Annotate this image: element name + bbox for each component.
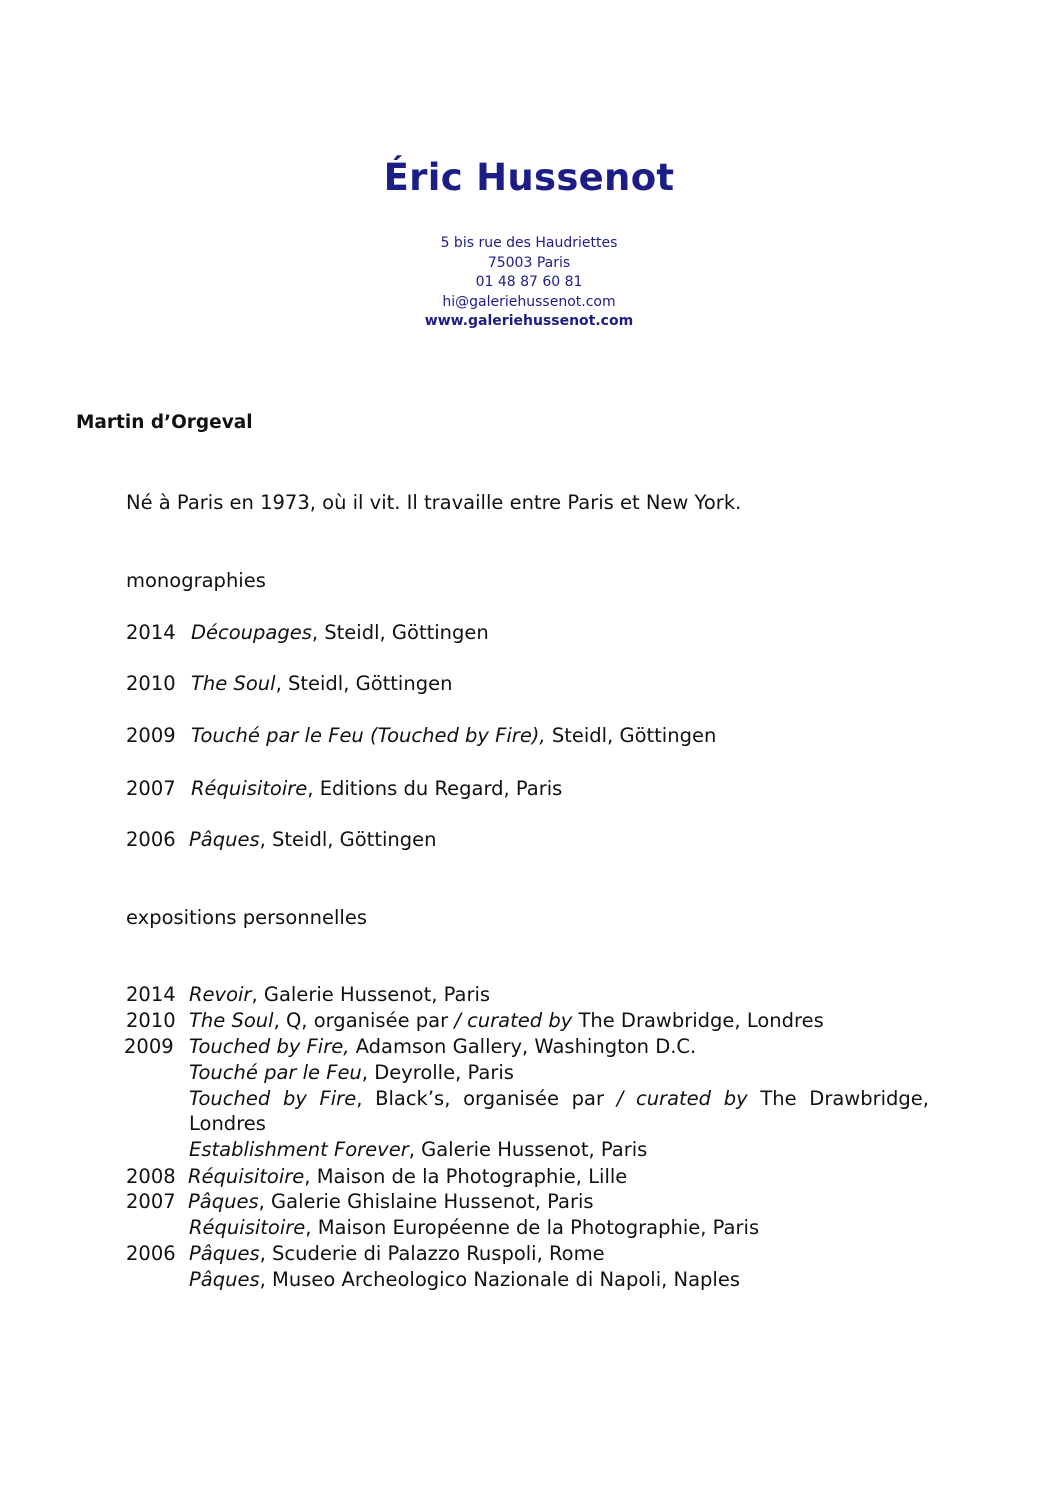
expo-title: Touched by Fire bbox=[189, 1087, 357, 1110]
expo-venue: , Maison Européenne de la Photographie, Paris bbox=[305, 1216, 760, 1239]
expo-title: Touched by Fire, bbox=[189, 1035, 350, 1058]
mono-publisher: Steidl, Göttingen bbox=[545, 724, 717, 747]
mono-entry bbox=[189, 828, 436, 852]
expo-venue: Adamson Gallery, Washington D.C. bbox=[349, 1035, 697, 1058]
mono-title: Pâques bbox=[189, 828, 260, 851]
address-street: 5 bis rue des Haudriettes bbox=[440, 235, 618, 251]
expo-entry bbox=[189, 1061, 514, 1085]
expo-entry bbox=[188, 1190, 594, 1214]
expo-year: 2008 bbox=[126, 1165, 176, 1188]
mono-publisher: , Steidl, Göttingen bbox=[259, 828, 437, 851]
expo-entry bbox=[189, 1268, 740, 1292]
expo-curated-by: / curated by bbox=[616, 1087, 748, 1110]
expo-venue: , Galerie Hussenot, Paris bbox=[408, 1138, 648, 1161]
expo-venue: , Galerie Ghislaine Hussenot, Paris bbox=[258, 1190, 594, 1213]
expo-year: 2010 bbox=[126, 1009, 176, 1032]
mono-year: 2007 bbox=[126, 777, 176, 800]
section-heading-expositions: expositions personnelles bbox=[126, 906, 367, 929]
expo-entry-continuation: Londres bbox=[189, 1112, 266, 1135]
section-heading-monographies: monographies bbox=[126, 569, 266, 592]
expo-venue: , Scuderie di Palazzo Ruspoli, Rome bbox=[259, 1242, 605, 1265]
expo-venue: , Q, organisée par bbox=[273, 1009, 455, 1032]
expo-year: 2006 bbox=[126, 1242, 176, 1265]
expo-year: 2009 bbox=[124, 1035, 174, 1058]
expo-year: 2007 bbox=[126, 1190, 176, 1213]
mono-year: 2010 bbox=[126, 672, 176, 695]
expo-entry bbox=[189, 1087, 929, 1111]
gallery-name: Éric Hussenot bbox=[383, 156, 675, 199]
mono-publisher: , Editions du Regard, Paris bbox=[307, 777, 563, 800]
mono-publisher: , Steidl, Göttingen bbox=[311, 621, 489, 644]
mono-year: 2014 bbox=[126, 621, 176, 644]
mono-year: 2006 bbox=[126, 828, 176, 851]
artist-name: Martin d’Orgeval bbox=[76, 412, 253, 433]
expo-entry bbox=[189, 983, 490, 1007]
mono-title: Découpages bbox=[191, 621, 312, 644]
mono-publisher: , Steidl, Göttingen bbox=[275, 672, 453, 695]
artist-bio: Né à Paris en 1973, où il vit. Il travaille entre Paris et New York. bbox=[126, 491, 742, 514]
expo-curator: The Drawbridge, bbox=[747, 1087, 930, 1110]
expo-title: Pâques bbox=[189, 1268, 260, 1291]
mono-entry bbox=[191, 724, 716, 748]
expo-title: Réquisitoire bbox=[188, 1165, 305, 1188]
expo-title: Touché par le Feu bbox=[189, 1061, 362, 1084]
expo-entry bbox=[189, 1216, 759, 1240]
expo-venue: , Museo Archeologico Nazionale di Napoli, Naples bbox=[259, 1268, 741, 1291]
expo-entry bbox=[189, 1035, 696, 1059]
email-link[interactable]: hi@galeriehussenot.com bbox=[442, 294, 616, 310]
address-city: 75003 Paris bbox=[487, 255, 571, 271]
mono-title: Réquisitoire bbox=[191, 777, 308, 800]
expo-curated-by: / curated by bbox=[454, 1009, 573, 1032]
expo-year: 2014 bbox=[126, 983, 176, 1006]
expo-entry bbox=[189, 1009, 824, 1033]
expo-title: Establishment Forever bbox=[189, 1138, 409, 1161]
expo-entry bbox=[189, 1242, 605, 1266]
mono-title: The Soul bbox=[191, 672, 276, 695]
expo-curator: The Drawbridge, Londres bbox=[572, 1009, 824, 1032]
expo-entry bbox=[188, 1165, 627, 1189]
mono-title: Touché par le Feu (Touched by Fire), bbox=[191, 724, 546, 747]
expo-title: Pâques bbox=[188, 1190, 259, 1213]
expo-entry bbox=[189, 1138, 647, 1162]
expo-title: Revoir bbox=[189, 983, 252, 1006]
mono-entry bbox=[191, 672, 452, 696]
expo-venue: , Galerie Hussenot, Paris bbox=[251, 983, 491, 1006]
mono-year: 2009 bbox=[126, 724, 176, 747]
expo-title: Réquisitoire bbox=[189, 1216, 306, 1239]
expo-venue: , Deyrolle, Paris bbox=[361, 1061, 514, 1084]
phone-number: 01 48 87 60 81 bbox=[475, 274, 583, 290]
website-link[interactable]: www.galeriehussenot.com bbox=[424, 313, 634, 329]
expo-venue: , Maison de la Photographie, Lille bbox=[304, 1165, 628, 1188]
mono-entry bbox=[191, 621, 489, 645]
expo-venue: , Black’s, organisée par bbox=[356, 1087, 617, 1110]
expo-title: Pâques bbox=[189, 1242, 260, 1265]
mono-entry bbox=[191, 777, 562, 801]
expo-title: The Soul bbox=[189, 1009, 274, 1032]
